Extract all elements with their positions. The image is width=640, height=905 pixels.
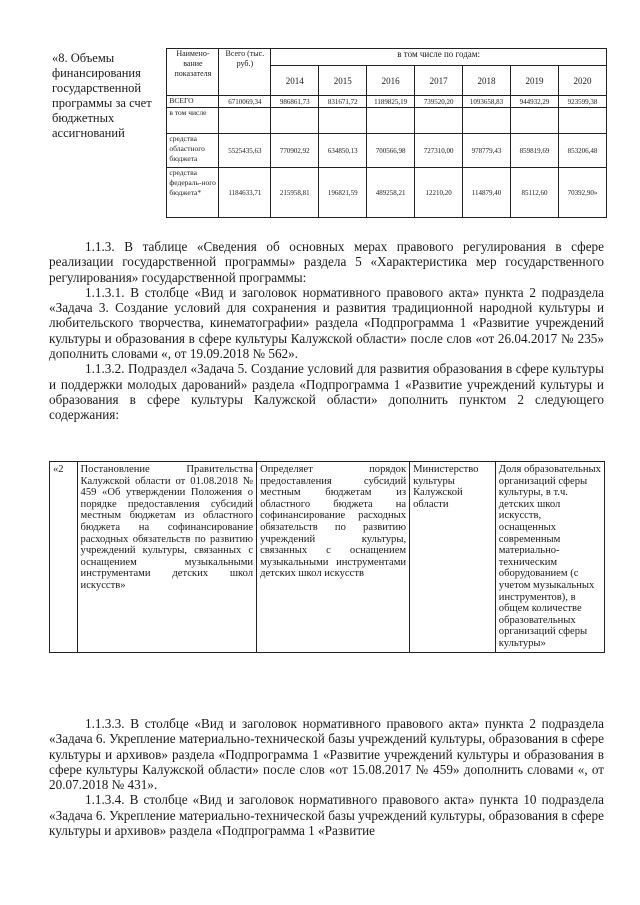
act-title-cell: Постановление Правительства Калужской области от 01.08.2018 № 459 «Об утверждении Положения о порядке предоставления субсидий местным бюджетам из областного бюджета на софинансирование расходных обязательств по развитию учреждений культуры, связанных с оснащением музыкальными инструментами детских школ искусств» [77,462,257,653]
text-block-2 [49,716,604,838]
paragraph-1-1-3-1: 1.1.3.1. В столбце «Вид и заголовок нормативного правового акта» пункта 2 подраздела «Задача 3. Создание условий для сохранения и развития традиционной народной культуры и любительского творчества, кинематографии» раздела «Подпрограмма 1 «Развитие учреждений культуры и образования в сфере культуры Калужской области» после слов «от 26.04.2017 № 235» дополнить словами «, от 19.09.2018 № 562». [49,284,604,362]
paragraph-1-1-3-4: 1.1.3.4. В столбце «Вид и заголовок нормативного правового акта» пункта 10 подраздела «Задача 6. Укрепление материально-технической базы учреждений культуры, образования в сфере культуры и архивов» раздела «Подпрограмма 1 «Развитие [49,792,604,839]
total-cell: 5525435,63 [219,134,271,168]
row-label: в том числе [167,108,219,134]
value-cell [558,108,606,134]
value-cell: 831671,72 [319,96,367,108]
value-cell [463,108,511,134]
total-cell [219,108,271,134]
essence-cell: Определяет порядок предоставления субсидий местным бюджетам из областного бюджета на софинансирование расходных обязательств по развитию учреждений культуры, связанных с оснащением музыкальными инструментами детских школ искусств [257,462,410,653]
paragraph-1-1-3: 1.1.3. В таблице «Сведения об основных мерах правового регулирования в сфере реализации государственной программы» раздела 5 «Характеристика мер государственного регулирования» государственной программы: [49,239,604,285]
total-cell: 1184633,71 [219,168,271,218]
value-cell: 114879,40 [463,168,511,218]
value-cell [319,108,367,134]
financing-caption: «8. Объемы финансирования государственной программы за счет бюджетных ассигнований [49,49,167,218]
indicator-cell: Доля образовательных организаций сферы культуры, в т.ч. детских школ искусств, оснащенных современным материально-техническим оборудованием (с учетом музыкальных инструментов), в общем количестве образовательных организаций сферы культуры» [495,462,604,653]
row-label: средства федераль-ного бюджета* [167,168,219,218]
year-header: 2015 [319,66,367,96]
value-cell: 770902,92 [271,134,319,168]
total-column-header: Всего (тыс. руб.) [219,49,271,96]
years-header: в том числе по годам: [271,49,607,66]
text-block-1 [49,239,604,423]
year-header: 2014 [271,66,319,96]
value-cell: 1093658,83 [463,96,511,108]
value-cell: 978779,43 [463,134,511,168]
row-label: средства областного бюджета [167,134,219,168]
value-cell: 923599,38 [558,96,606,108]
value-cell [415,108,463,134]
value-cell: 739520,20 [415,96,463,108]
value-cell: 196821,59 [319,168,367,218]
value-cell: 700566,98 [367,134,415,168]
table-row [50,462,605,653]
row-label: ВСЕГО [167,96,219,108]
value-cell: 70392,90» [558,168,606,218]
value-cell: 859819,69 [511,134,559,168]
value-cell [271,108,319,134]
value-cell: 85112,60 [511,168,559,218]
value-cell: 215958,81 [271,168,319,218]
value-cell: 727310,00 [415,134,463,168]
value-cell: 634850,13 [319,134,367,168]
year-header: 2019 [511,66,559,96]
value-cell [367,108,415,134]
year-header: 2020 [558,66,606,96]
year-header: 2017 [415,66,463,96]
paragraph-1-1-3-3: 1.1.3.3. В столбце «Вид и заголовок нормативного правового акта» пункта 2 подраздела «Задача 6. Укрепление материально-технической базы учреждений культуры, образования в сфере культуры и архивов» раздела «Подпрограмма 1 «Развитие учреждений культуры и образования в сфере культуры Калужской области» после слов «от 15.08.2017 № 459» дополнить словами «, от 20.07.2018 № 431». [49,716,604,793]
year-header: 2016 [367,66,415,96]
executor-cell: Министерство культуры Калужской области [410,462,496,653]
value-cell: 12210,20 [415,168,463,218]
financing-table [49,48,607,218]
legal-measures-table [49,461,605,653]
total-cell: 6710069,34 [219,96,271,108]
year-header: 2018 [463,66,511,96]
item-number: «2 [50,462,78,653]
value-cell: 1189825,19 [367,96,415,108]
value-cell: 489258,21 [367,168,415,218]
value-cell: 944932,29 [511,96,559,108]
value-cell [511,108,559,134]
paragraph-1-1-3-2: 1.1.3.2. Подраздел «Задача 5. Создание условий для развития образования в сфере культуры и поддержки молодых дарований» раздела «Подпрограмма 1 «Развитие учреждений культуры и образования в сфере культуры Калужской области» дополнить пунктом 2 следующего содержания: [49,361,604,423]
value-cell: 853206,48 [558,134,606,168]
value-cell: 986861,73 [271,96,319,108]
name-column-header: Наимено-вание показателя [167,49,219,96]
